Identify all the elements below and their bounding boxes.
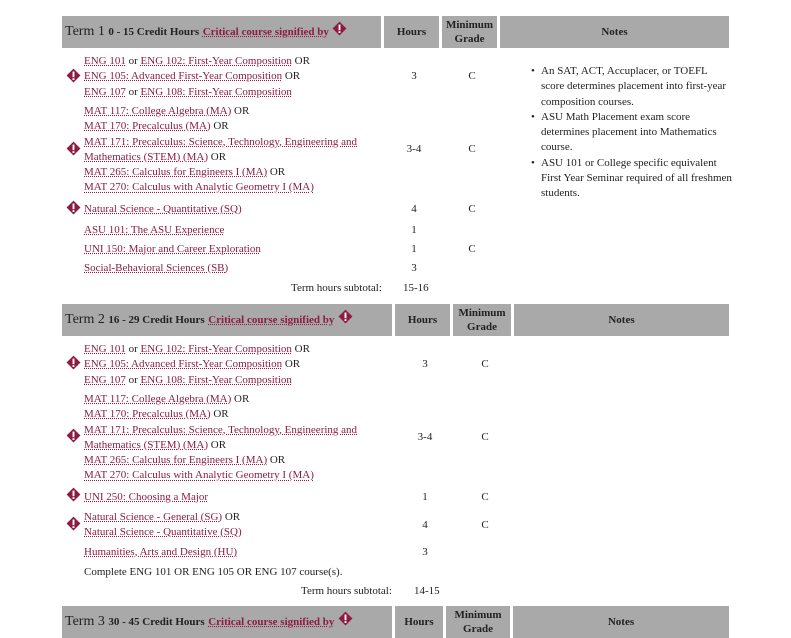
social-behavioral-link[interactable]: Social-Behavioral Sciences (SB) bbox=[84, 262, 229, 274]
critical-course-link[interactable]: Critical course signified by bbox=[202, 26, 329, 38]
eng108-link[interactable]: ENG 108: First-Year Composition bbox=[140, 85, 292, 98]
grade-value: C bbox=[468, 143, 476, 155]
term-hours-subtotal-value: 15-16 bbox=[403, 282, 429, 294]
hours-value: 3-4 bbox=[417, 431, 433, 443]
term-1-title: Term 1 0 - 15 Credit Hours Critical course signified by bbox=[62, 24, 347, 40]
grade-value: C bbox=[481, 431, 489, 443]
asu101-link[interactable]: ASU 101: The ASU Experience bbox=[84, 224, 225, 236]
hours-header: Hours bbox=[395, 304, 450, 336]
critical-course-link[interactable]: Critical course signified by bbox=[208, 314, 335, 326]
hours-header: Hours bbox=[395, 606, 443, 638]
natural-science-quantitative-link[interactable]: Natural Science - Quantitative (SQ) bbox=[84, 203, 242, 215]
hours-value: 4 bbox=[422, 519, 428, 531]
grade-value: C bbox=[468, 70, 476, 82]
hours-value: 3 bbox=[411, 262, 417, 274]
eng105-link[interactable]: ENG 105: Advanced First-Year Composition bbox=[84, 70, 283, 83]
grade-value: C bbox=[481, 358, 489, 370]
eng101-link[interactable]: ENG 101 bbox=[84, 55, 126, 67]
course-group-eng: ENG 101 or ENG 102: First-Year Composition OR ENG 105: Advanced First-Year Composition OR ENG 107 or ENG 108: First-Year Composition bbox=[84, 55, 310, 98]
hours-value: 1 bbox=[422, 491, 428, 503]
notes-header: Notes bbox=[514, 304, 729, 336]
mat171-link[interactable]: MAT 171: Precalculus: Science, Technology, Engineering and bbox=[84, 423, 358, 436]
humanities-link[interactable]: Humanities, Arts and Design (HU) bbox=[84, 546, 238, 558]
grade-value: C bbox=[468, 203, 476, 215]
note-item: • ASU 101 or College specific equivalent First Year Seminar required of all freshmen students. bbox=[533, 156, 733, 202]
mat270-link[interactable]: MAT 270: Calculus with Analytic Geometry I (MA) bbox=[84, 181, 314, 194]
hours-value: 4 bbox=[411, 203, 417, 215]
note-item: • An SAT, ACT, Accuplacer, or TOEFL score determines placement into first-year composition courses. bbox=[533, 64, 733, 110]
minimum-grade-header: Minimum Grade bbox=[446, 606, 510, 638]
term-hours-subtotal-label: Term hours subtotal: bbox=[301, 585, 392, 597]
hours-value: 1 bbox=[411, 243, 417, 255]
grade-value: C bbox=[468, 243, 476, 255]
notes-header: Notes bbox=[513, 606, 729, 638]
eng108-link[interactable]: ENG 108: First-Year Composition bbox=[140, 373, 292, 386]
natural-science-general-link[interactable]: Natural Science - General (SG) bbox=[84, 511, 223, 523]
hours-value: 3-4 bbox=[406, 143, 422, 155]
hours-header: Hours bbox=[384, 16, 439, 48]
hours-value: 3 bbox=[422, 358, 428, 370]
mat170-link[interactable]: MAT 170: Precalculus (MA) bbox=[84, 408, 211, 421]
uni150-link[interactable]: UNI 150: Major and Career Exploration bbox=[84, 243, 261, 255]
mat171-link[interactable]: MAT 171: Precalculus: Science, Technology, Engineering and bbox=[84, 135, 358, 148]
term-hours-subtotal-label: Term hours subtotal: bbox=[291, 282, 382, 294]
term-hours-subtotal-value: 14-15 bbox=[414, 585, 440, 597]
minimum-grade-header: Minimum Grade bbox=[453, 304, 511, 336]
course-group-mat: MAT 117: College Algebra (MA) OR MAT 170: Precalculus (MA) OR MAT 171: Precalculus: Science, Technology, Engineering and Mathematics (STEM) (MA) OR MAT 265: Calculus for Engineers I (MA) OR MAT 270: Calculus with Analytic Geometry I (MA) bbox=[84, 105, 358, 194]
grade-value: C bbox=[481, 491, 489, 503]
hours-value: 3 bbox=[422, 546, 428, 558]
course-group-natural-science: Natural Science - General (SG) OR Natural Science - Quantitative (SQ) bbox=[84, 511, 242, 539]
mat265-link[interactable]: MAT 265: Calculus for Engineers I (MA) bbox=[84, 166, 268, 179]
critical-warning-icon bbox=[338, 611, 353, 626]
notes-header: Notes bbox=[500, 16, 729, 48]
mat270-link[interactable]: MAT 270: Calculus with Analytic Geometry I (MA) bbox=[84, 469, 314, 482]
critical-course-link[interactable]: Critical course signified by bbox=[208, 616, 335, 628]
mat171-link-cont[interactable]: Mathematics (STEM) (MA) bbox=[84, 150, 209, 163]
uni250-link[interactable]: UNI 250: Choosing a Major bbox=[84, 491, 209, 503]
eng102-link[interactable]: ENG 102: First-Year Composition bbox=[140, 55, 292, 67]
eng101-link[interactable]: ENG 101 bbox=[84, 343, 126, 355]
course-group-eng: ENG 101 or ENG 102: First-Year Composition OR ENG 105: Advanced First-Year Composition OR ENG 107 or ENG 108: First-Year Composition bbox=[84, 343, 310, 386]
course-group-mat: MAT 117: College Algebra (MA) OR MAT 170: Precalculus (MA) OR MAT 171: Precalculus: Science, Technology, Engineering and Mathematics (STEM) (MA) OR MAT 265: Calculus for Engineers I (MA) OR MAT 270: Calculus with Analytic Geometry I (MA) bbox=[84, 393, 358, 482]
hours-value: 3 bbox=[411, 70, 417, 82]
completion-requirement: Complete ENG 101 OR ENG 105 OR ENG 107 course(s). bbox=[84, 566, 343, 578]
mat171-link-cont[interactable]: Mathematics (STEM) (MA) bbox=[84, 438, 209, 451]
mat170-link[interactable]: MAT 170: Precalculus (MA) bbox=[84, 120, 211, 133]
eng102-link[interactable]: ENG 102: First-Year Composition bbox=[140, 343, 292, 355]
grade-value: C bbox=[481, 519, 489, 531]
term-3-header bbox=[62, 606, 392, 638]
eng107-link[interactable]: ENG 107 bbox=[84, 85, 126, 98]
term-2-title: Term 2 16 - 29 Credit Hours Critical course signified by bbox=[62, 312, 353, 328]
mat117-link[interactable]: MAT 117: College Algebra (MA) bbox=[84, 393, 232, 405]
mat117-link[interactable]: MAT 117: College Algebra (MA) bbox=[84, 105, 232, 117]
mat265-link[interactable]: MAT 265: Calculus for Engineers I (MA) bbox=[84, 454, 268, 467]
eng107-link[interactable]: ENG 107 bbox=[84, 373, 126, 386]
eng105-link[interactable]: ENG 105: Advanced First-Year Composition bbox=[84, 358, 283, 371]
note-item: • ASU Math Placement exam score determines placement into Mathematics course. bbox=[533, 110, 733, 156]
term-3-title: Term 3 30 - 45 Credit Hours Critical course signified by bbox=[62, 614, 353, 630]
natural-science-quantitative-link[interactable]: Natural Science - Quantitative (SQ) bbox=[84, 526, 242, 539]
minimum-grade-header: Minimum Grade bbox=[442, 16, 497, 48]
hours-value: 1 bbox=[411, 224, 417, 236]
